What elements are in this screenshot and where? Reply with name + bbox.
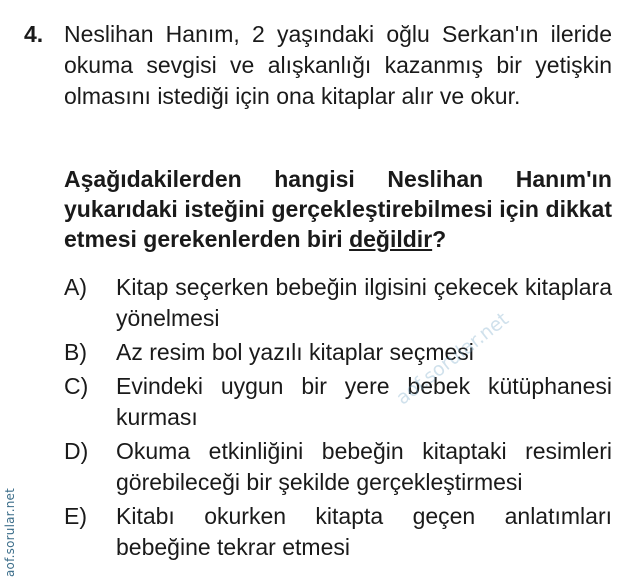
option-e[interactable]	[64, 501, 612, 563]
question-prompt-end: ?	[432, 226, 447, 252]
option-text: Az resim bol yazılı kitaplar seçmesi	[116, 339, 474, 365]
option-text: Evindeki uygun bir yere bebek kütüphanesi kurması	[116, 373, 612, 430]
question-number: 4.	[24, 21, 44, 47]
option-d[interactable]	[64, 436, 612, 498]
answer-options	[64, 272, 612, 566]
option-text: Kitap seçerken bebeğin ilgisini çekecek kitaplara yönelmesi	[116, 274, 612, 331]
question-prompt	[64, 164, 612, 254]
option-letter: D)	[64, 438, 89, 464]
option-a[interactable]	[64, 272, 612, 334]
question-prompt-text: Aşağıdakilerden hangisi Neslihan Hanım'ın yukarıdaki isteğini gerçekleştirebilmesi için dikkat etmesi gerekenlerden biri	[64, 166, 612, 252]
diagonal-watermark: aof.sorular.net	[392, 308, 513, 410]
option-text: Okuma etkinliğini bebeğin kitaptaki resimleri görebileceği bir şekilde gerçekleştirmesi	[116, 438, 612, 495]
option-c[interactable]	[64, 371, 612, 433]
option-letter: C)	[64, 373, 89, 399]
side-watermark: aof.sorular.net	[3, 487, 17, 577]
option-letter: B)	[64, 339, 87, 365]
question-stem: Neslihan Hanım, 2 yaşındaki oğlu Serkan'ın ileride okuma sevgisi ve alışkanlığı kazanmış bir yetişkin olmasını istediği için ona kitaplar alır ve okur.	[64, 21, 612, 109]
option-text: Kitabı okurken kitapta geçen anlatımları bebeğine tekrar etmesi	[116, 503, 612, 560]
question-prompt-emphasis: değildir	[349, 226, 433, 252]
option-letter: A)	[64, 274, 87, 300]
option-letter: E)	[64, 503, 87, 529]
option-b[interactable]	[64, 337, 612, 368]
